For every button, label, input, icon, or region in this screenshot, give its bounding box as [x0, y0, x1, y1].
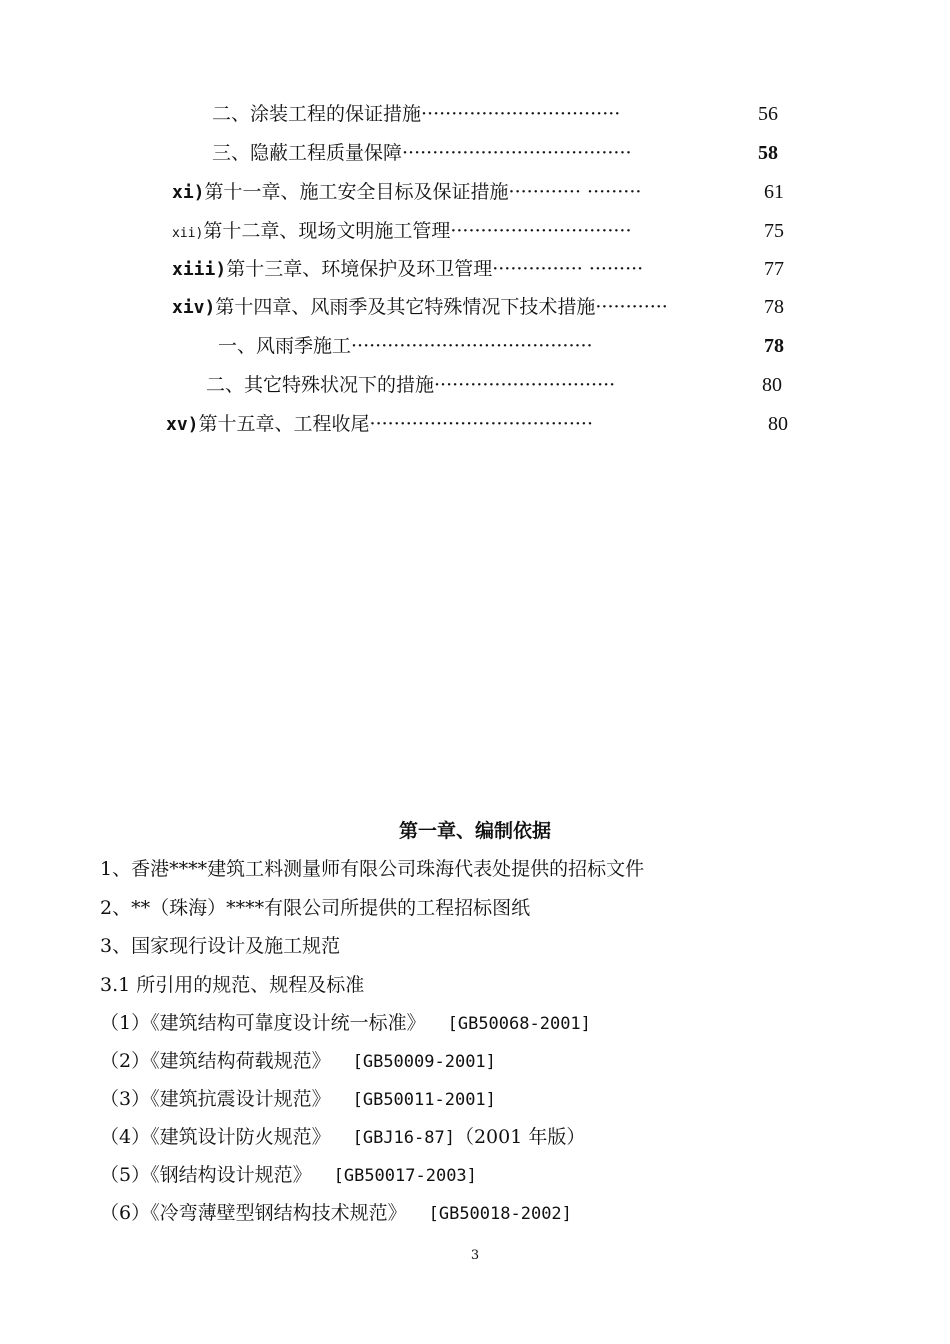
- toc-leader-dots: ······························: [450, 220, 632, 242]
- standard-code: [GB50011-2001]: [352, 1090, 496, 1110]
- toc-entry-text: 第十三章、环境保护及环卫管理: [226, 258, 493, 280]
- standard-index: （4）: [100, 1126, 151, 1148]
- toc-entry-text: 二、涂装工程的保证措施: [212, 103, 422, 125]
- toc-entry-text: 第十五章、工程收尾: [198, 413, 370, 435]
- standard-code: [GBJ16-87]: [352, 1128, 455, 1148]
- toc-entry-text: 第十二章、现场文明施工管理: [203, 220, 451, 242]
- toc-leader-dots: ··············· ·········: [492, 258, 644, 280]
- toc-page-number: 58: [758, 142, 778, 164]
- toc-chapter-prefix: xiii): [172, 259, 227, 280]
- standard-note: （2001 年版）: [454, 1126, 586, 1148]
- toc-entry[interactable]: [172, 180, 641, 205]
- standard-item: [100, 1008, 591, 1035]
- basis-item: 2、**（珠海）****有限公司所提供的工程招标图纸: [100, 897, 531, 919]
- toc-page-number: 61: [764, 181, 784, 203]
- toc-leader-dots: ············: [595, 296, 668, 318]
- toc-entry-text: 一、风雨季施工: [218, 335, 352, 357]
- toc-chapter-prefix: xii): [172, 226, 204, 241]
- toc-entry-text: 第十四章、风雨季及其它特殊情况下技术措施: [215, 296, 596, 318]
- standard-code: [GB50068-2001]: [447, 1014, 591, 1034]
- toc-page-number: 80: [762, 374, 782, 396]
- standard-index: （3）: [100, 1088, 151, 1110]
- toc-chapter-prefix: xi): [172, 182, 205, 203]
- toc-leader-dots: ······························: [434, 374, 616, 396]
- toc-chapter-prefix: xv): [166, 414, 199, 435]
- toc-page-number: 77: [764, 258, 784, 280]
- toc-page-number: 75: [764, 220, 784, 242]
- toc-entry-text: 三、隐蔽工程质量保障: [212, 142, 403, 164]
- toc-entry[interactable]: [212, 141, 632, 165]
- standard-name: 《建筑设计防火规范》: [150, 1126, 331, 1148]
- standard-name: 《钢结构设计规范》: [150, 1164, 312, 1186]
- standard-item: [100, 1160, 477, 1187]
- toc-leader-dots: ·····································: [369, 413, 593, 435]
- standard-code: [GB50017-2003]: [333, 1166, 477, 1186]
- toc-entry[interactable]: [172, 257, 643, 282]
- toc-entry[interactable]: [206, 373, 615, 397]
- toc-page-number: 56: [758, 103, 778, 125]
- basis-subheading: 3.1 所引用的规范、规程及标准: [100, 974, 365, 996]
- standard-name: 《建筑结构可靠度设计统一标准》: [150, 1012, 426, 1034]
- toc-page-number: 78: [764, 296, 784, 318]
- standard-index: （6）: [100, 1202, 151, 1224]
- toc-entry[interactable]: [212, 102, 620, 126]
- standard-item: [100, 1084, 496, 1111]
- standard-code: [GB50009-2001]: [352, 1052, 496, 1072]
- toc-entry[interactable]: [172, 219, 632, 246]
- toc-leader-dots: ········································: [351, 335, 593, 357]
- standard-name: 《冷弯薄壁型钢结构技术规范》: [150, 1202, 407, 1224]
- standard-name: 《建筑抗震设计规范》: [150, 1088, 331, 1110]
- toc-page-number: 80: [768, 413, 788, 435]
- standard-index: （2）: [100, 1050, 151, 1072]
- toc-chapter-prefix: xiv): [172, 297, 216, 318]
- toc-leader-dots: ·································: [421, 103, 621, 125]
- toc-entry-text: 二、其它特殊状况下的措施: [206, 374, 435, 396]
- basis-item: 3、国家现行设计及施工规范: [100, 935, 341, 957]
- standard-index: （1）: [100, 1012, 151, 1034]
- standard-item: [100, 1122, 585, 1149]
- standard-name: 《建筑结构荷载规范》: [150, 1050, 331, 1072]
- standard-item: [100, 1198, 572, 1225]
- toc-leader-dots: ······································: [402, 142, 632, 164]
- standard-index: （5）: [100, 1164, 151, 1186]
- basis-item: 1、香港****建筑工料测量师有限公司珠海代表处提供的招标文件: [100, 858, 645, 880]
- toc-leader-dots: ············ ·········: [508, 181, 642, 203]
- chapter-heading: 第一章、编制依据: [398, 820, 551, 842]
- toc-entry[interactable]: [218, 334, 593, 358]
- page-number: 3: [470, 1248, 480, 1263]
- toc-entry-text: 第十一章、施工安全目标及保证措施: [204, 181, 509, 203]
- toc-page-number: 78: [764, 335, 784, 357]
- standard-item: [100, 1046, 496, 1073]
- standard-code: [GB50018-2002]: [428, 1204, 572, 1224]
- toc-entry[interactable]: [166, 412, 593, 437]
- toc-entry[interactable]: [172, 295, 668, 320]
